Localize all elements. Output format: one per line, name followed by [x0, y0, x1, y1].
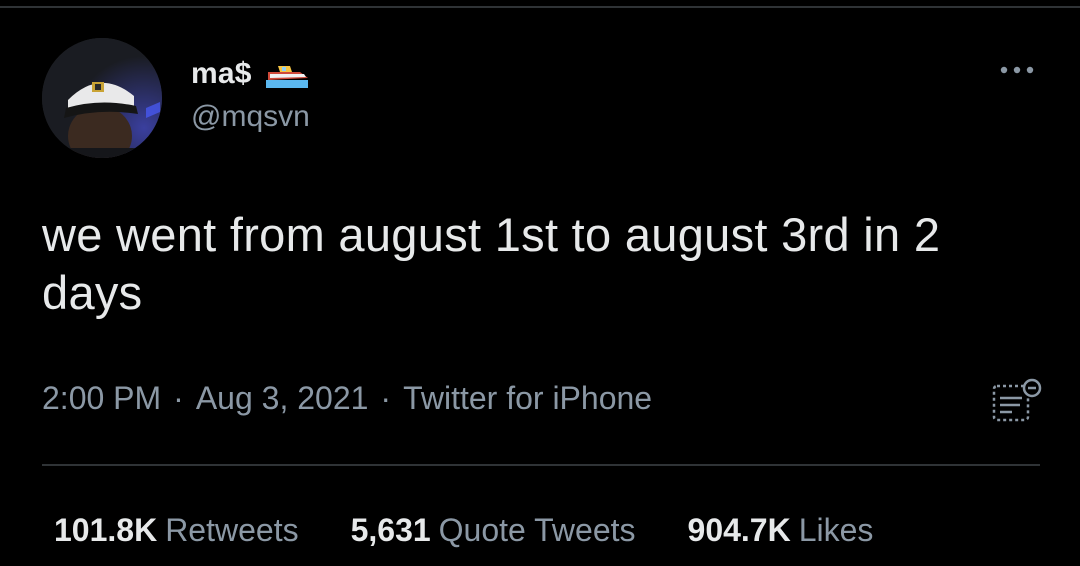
avatar-photo [42, 38, 162, 158]
author-display-name[interactable]: ma$ [191, 57, 252, 90]
tweet-stats [54, 512, 925, 549]
top-divider [0, 6, 1080, 8]
tweet-meta [42, 380, 652, 417]
retweets-label: Retweets [165, 512, 299, 548]
tweet-source[interactable]: Twitter for iPhone [403, 380, 653, 416]
author-name-row[interactable] [191, 56, 310, 92]
more-options-icon[interactable] [997, 60, 1037, 80]
retweets-count: 101.8K [54, 512, 158, 548]
quote-tweets-label: Quote Tweets [438, 512, 636, 548]
likes-count: 904.7K [687, 512, 791, 548]
tweet-time[interactable]: 2:00 PM [42, 380, 162, 416]
analytics-icon[interactable] [990, 378, 1042, 424]
speedboat-icon [264, 60, 310, 88]
likes-label: Likes [798, 512, 874, 548]
meta-separator: · [173, 380, 184, 416]
stats-divider [42, 464, 1040, 466]
avatar[interactable] [42, 38, 162, 158]
likes-stat[interactable] [688, 512, 874, 549]
author-handle[interactable]: @mqsvn [191, 100, 310, 133]
tweet-date[interactable]: Aug 3, 2021 [195, 380, 369, 416]
meta-separator: · [380, 380, 392, 416]
tweet-text: we went from august 1st to august 3rd in 2 days [42, 208, 941, 319]
retweets-stat[interactable] [54, 512, 299, 549]
quote-tweets-count: 5,631 [350, 512, 431, 548]
quote-tweets-stat[interactable] [351, 512, 636, 549]
